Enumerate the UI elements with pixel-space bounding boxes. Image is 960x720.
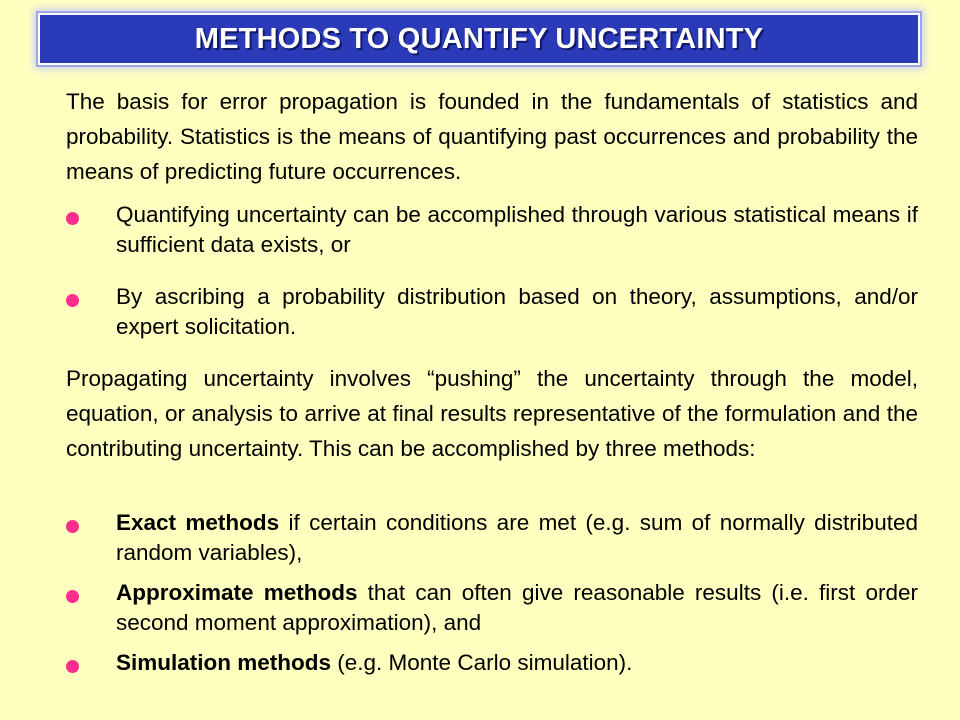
bullet-text: Quantifying uncertainty can be accomplished through various statistical means if sufficient data exists, or [116,202,918,257]
method-description: that can often give reasonable results (i.e. first order second moment approximation), and [116,580,918,635]
bullet-text [116,508,918,567]
propagation-paragraph: Propagating uncertainty involves “pushing” the uncertainty through the model, equation, or analysis to arrive at final results representative of the formulation and the contributing uncertainty. This can be accomplished by three methods: [66,366,918,461]
bullet-dot-icon [66,660,79,673]
method-description: (e.g. Monte Carlo simulation). [331,650,633,675]
method-name: Exact methods [116,510,280,535]
slide-title: METHODS TO QUANTIFY UNCERTAINTY [194,22,764,55]
bullet-dot-icon [66,212,79,225]
method-name: Approximate methods [116,580,358,605]
bullet-dot-icon [66,590,79,603]
bullet-text [116,578,918,637]
intro-paragraph: The basis for error propagation is founded in the fundamentals of statistics and probability. Statistics is the means of quantifying past occurrences and probability the means of predicting future occurrences. [66,89,918,184]
bullet-dot-icon [66,294,79,307]
bullet-text [116,648,918,678]
bullet-text: By ascribing a probability distribution based on theory, assumptions, and/or expert solicitation. [116,284,918,339]
method-description: if certain conditions are met (e.g. sum of normally distributed random variables), [116,510,918,565]
title-bar [38,13,920,65]
bullet-dot-icon [66,520,79,533]
method-name: Simulation methods [116,650,332,675]
